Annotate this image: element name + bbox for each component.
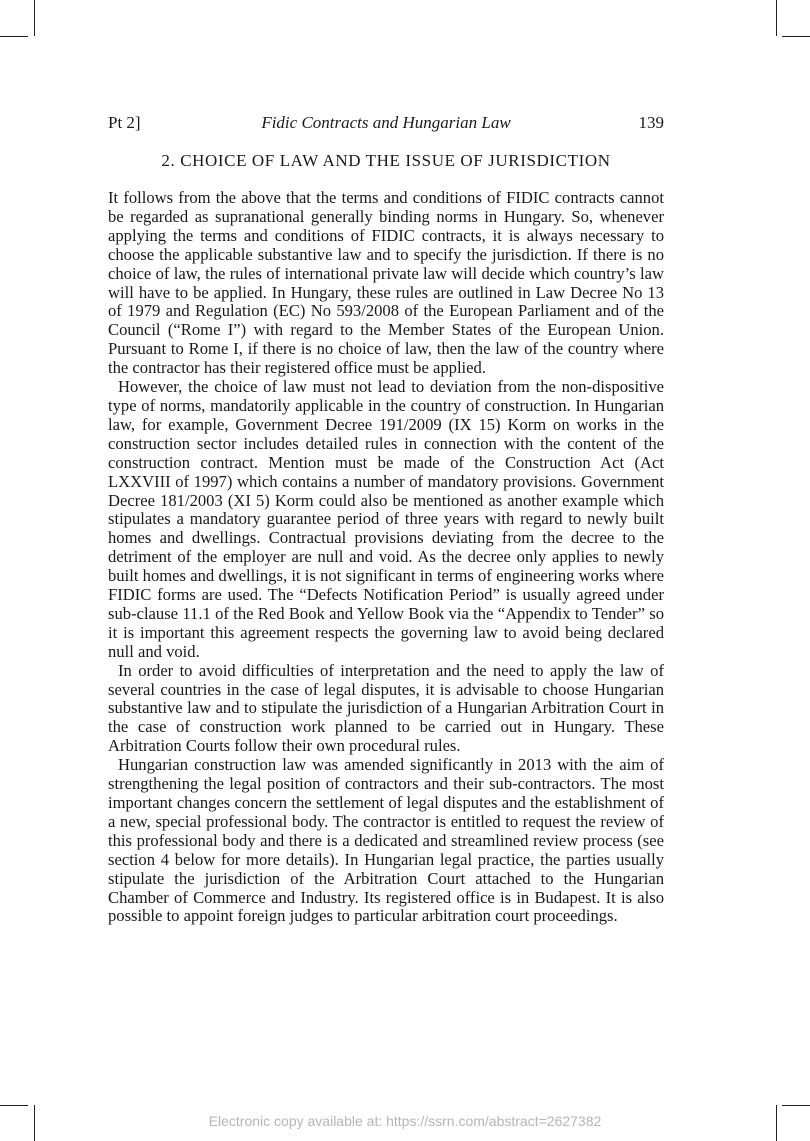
running-header: [108, 112, 664, 134]
header-title: Fidic Contracts and Hungarian Law: [261, 113, 511, 132]
crop-mark: [782, 36, 810, 37]
ssrn-footer: Electronic copy available at: https://ssrn.com/abstract=2627382: [208, 1113, 602, 1129]
crop-mark: [34, 0, 35, 36]
paragraph: However, the choice of law must not lead to deviation from the non-dispositive type of norms, mandatorily applicable in the country of construction. In Hungarian law, for example, Government Decree 191/2009 (IX 15) Korm on works in the construction sector includes detailed rules in connection with the content of the construction contract. Mention must be made of the Construction Act (Act LXXVIII of 1997) which contains a number of mandatory provisions. Government Decree 181/2003 (XI 5) Korm could also be mentioned as another example which stipulates a mandatory guarantee period of three years with regard to newly built homes and dwellings. Contractual provisions deviating from the decree to the detriment of the employer are null and void. As the decree only applies to newly built homes and dwellings, it is not significant in terms of engineering works where FIDIC forms are used. The “Defects Notification Period” is usually agreed under sub-clause 11.1 of the Red Book and Yellow Book via the “Appendix to Tender” so it is important this agreement respects the governing law to avoid being declared null and void.: [108, 377, 664, 661]
page-number: 139: [638, 113, 664, 132]
crop-mark: [782, 1105, 810, 1106]
paragraph: In order to avoid difficulties of interpretation and the need to apply the law of several countries in the case of legal disputes, it is advisable to choose Hungarian substantive law and to stipulate the jurisdiction of a Hungarian Arbitration Court in the case of construction work planned to be carried out in Hungary. These Arbitration Courts follow their own procedural rules.: [108, 660, 664, 756]
paragraph: It follows from the above that the terms and conditions of FIDIC contracts cannot be regarded as supranational generally binding norms in Hungary. So, whenever applying the terms and conditions of FIDIC contracts, it is always necessary to choose the applicable substantive law and to specify the jurisdiction. If there is no choice of law, the rules of international private law will decide which country’s law will have to be applied. In Hungary, these rules are outlined in Law Decree No 13 of 1979 and Regulation (EC) No 593/2008 of the European Parliament and of the Council (“Rome I”) with regard to the Member States of the European Union. Pursuant to Rome I, if there is no choice of law, then the law of the country where the contractor has their registered office must be applied.: [108, 188, 664, 378]
crop-mark: [0, 1105, 28, 1106]
paragraph: Hungarian construction law was amended significantly in 2013 with the aim of strengthening the legal position of contractors and their sub-contractors. The most important changes concern the settlement of legal disputes and the establishment of a new, special professional body. The contractor is entitled to request the review of this professional body and there is a dedicated and streamlined review process (see section 4 below for more details). In Hungarian legal practice, the parties usually stipulate the jurisdiction of the Arbitration Court attached to the Hungarian Chamber of Commerce and Industry. Its registered office is in Budapest. It is also possible to appoint foreign judges to particular arbitration court proceedings.: [108, 755, 664, 926]
section-heading: 2. CHOICE OF LAW AND THE ISSUE OF JURISDICTION: [161, 151, 611, 170]
crop-mark: [0, 36, 28, 37]
header-section: Pt 2]: [108, 113, 141, 132]
body-text: [108, 189, 664, 926]
crop-mark: [776, 0, 777, 36]
